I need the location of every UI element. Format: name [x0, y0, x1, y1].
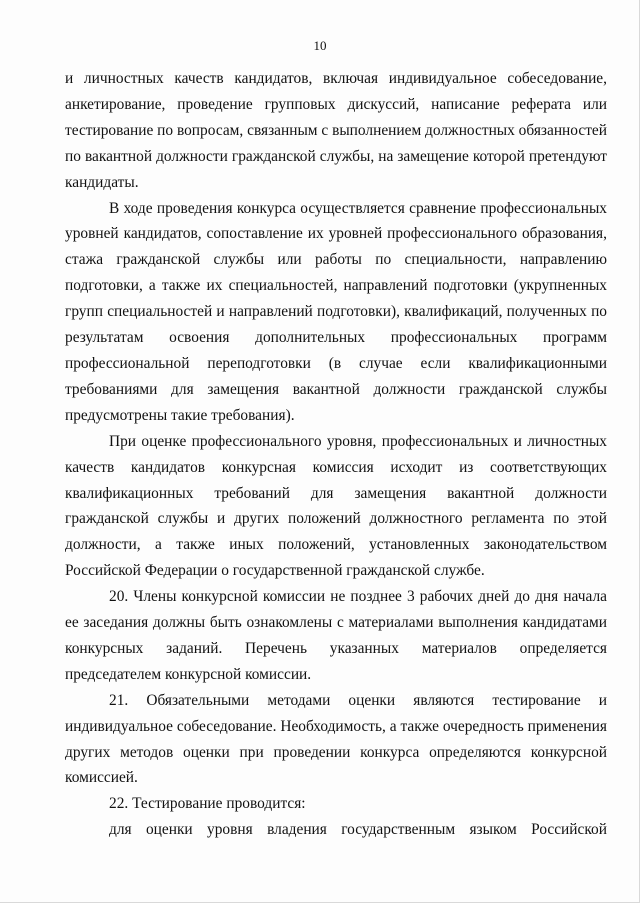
paragraph-testing-purpose: для оценки уровня владения государственным языком Российской	[109, 821, 607, 839]
paragraph-evaluation: При оценке профессионального уровня, профессиональных и личностных качеств кандидатов конкурсная комиссия исходит из соответствующих квалификационных требований для замещения вакантной должности гражданской службы и других положений должностного регламента по этой должности, а также иных положений, установленных законодательством Российской Федерации о государственной гражданской службе.	[65, 432, 607, 580]
paragraph-item-20: 20. Члены конкурсной комиссии не позднее 3 рабочих дней до дня начала ее заседания должны быть ознакомлены с материалами выполнения кандидатами конкурсных заданий. Перечень указанных материалов определяется председателем конкурсной комиссии.	[65, 588, 607, 683]
paragraph-continuation: и личностных качеств кандидатов, включая индивидуальное собеседование, анкетирование, проведение групповых дискуссий, написание реферата или тестирование по вопросам, связанным с выполнением должностных обязанностей по вакантной должности гражданской службы, на замещение которой претендуют кандидаты.	[65, 70, 607, 191]
document-body	[65, 66, 607, 843]
paragraph-item-21: 21. Обязательными методами оценки являются тестирование и индивидуальное собеседование. Необходимость, а также очередность применения других методов оценки при проведении конкурса определяются конкурсной комиссией.	[65, 691, 607, 787]
page-number: 10	[313, 38, 327, 53]
paragraph-item-22: 22. Тестирование проводится:	[109, 795, 306, 813]
paragraph-comparison: В ходе проведения конкурса осуществляется сравнение профессиональных уровней кандидатов, сопоставление их уровней профессионального образования, стажа гражданской службы или работы по специальности, направлению подготовки, а также их специальностей, направлений подготовки (укрупненных групп специальностей и направлений подготовки), квалификаций, полученных по результатам освоения дополнительных профессиональных программ профессиональной переподготовки (в случае если квалификационными требованиями для замещения вакантной должности гражданской службы предусмотрены такие требования).	[65, 199, 607, 424]
